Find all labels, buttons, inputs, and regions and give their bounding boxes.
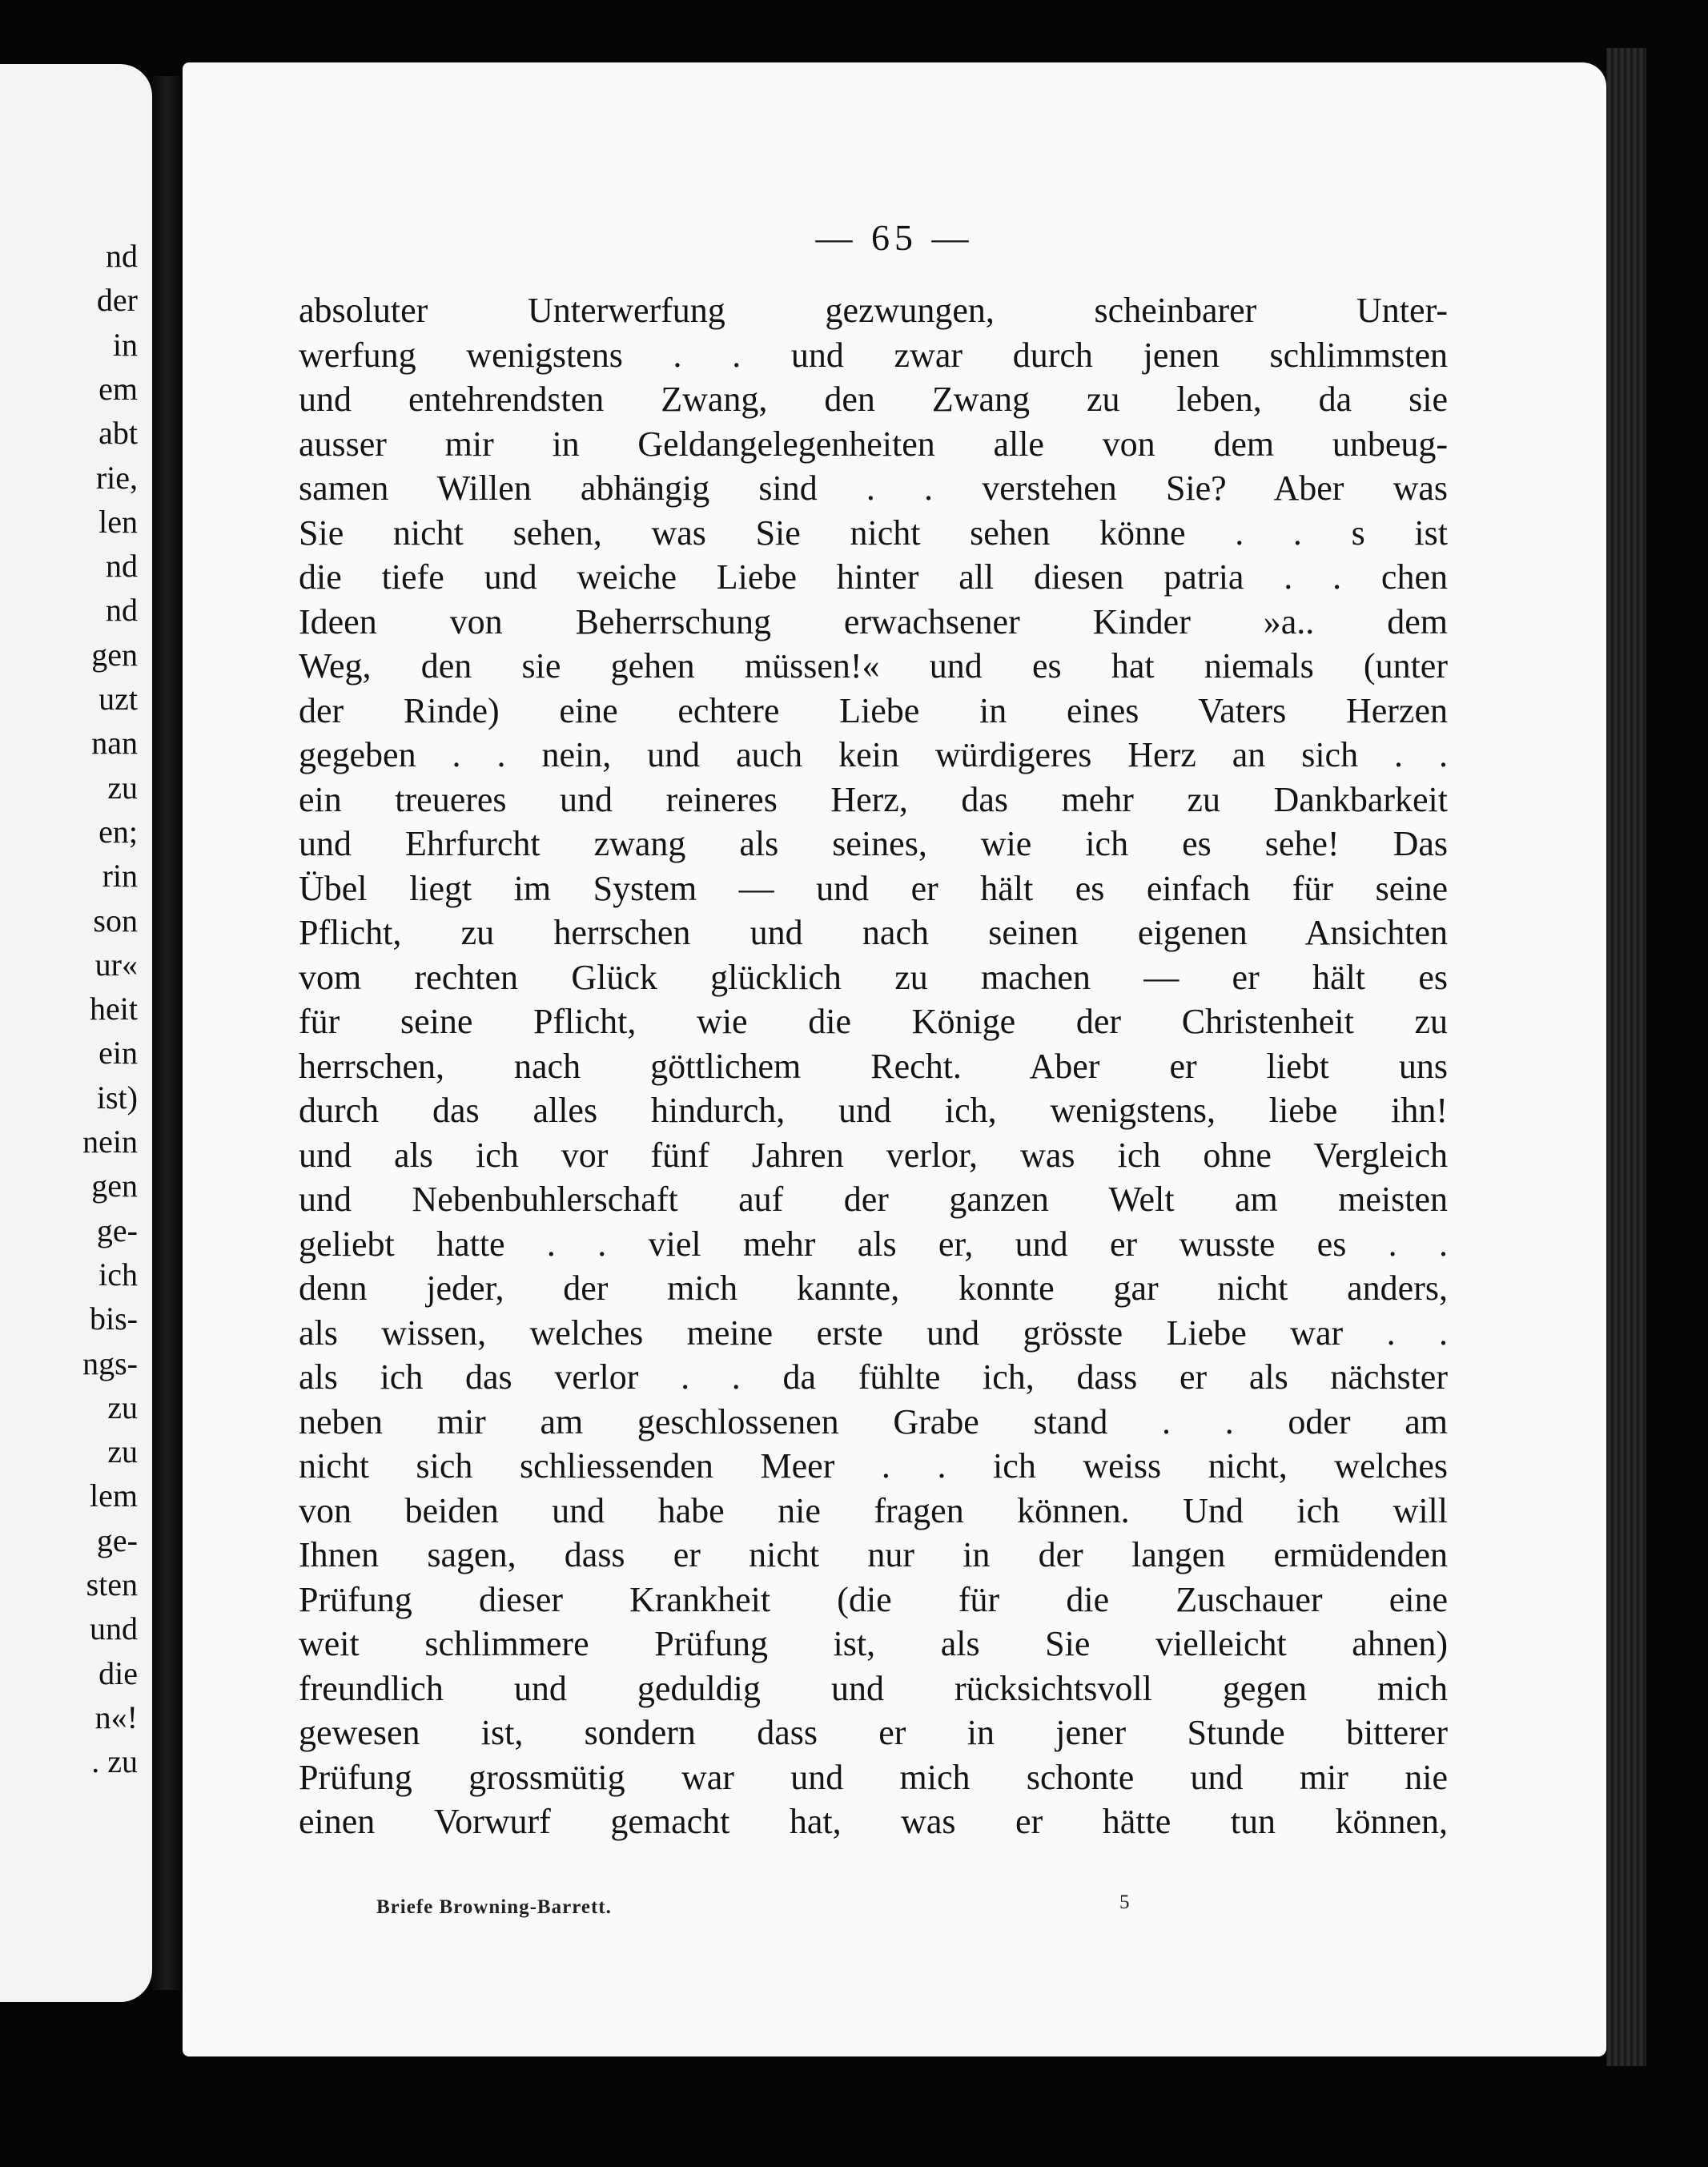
text-line: einen Vorwurf gemacht hat, was er hätte tun können, bbox=[299, 1802, 1448, 1841]
text-line: ausser mir in Geldangelegenheiten alle von dem unbeug- bbox=[299, 424, 1448, 464]
text-line: Weg, den sie gehen müssen!« und es hat niemals (unter bbox=[299, 646, 1448, 685]
book-spine-shadow bbox=[152, 76, 180, 1990]
text-line: vom rechten Glück glücklich zu machen — er hält es bbox=[299, 957, 1448, 997]
text-line: freundlich und geduldig und rücksichtsvoll gegen mich bbox=[299, 1668, 1448, 1708]
left-page-line-fragment: zu bbox=[107, 1433, 138, 1470]
footer-sheet-number: 5 bbox=[1119, 1892, 1130, 1913]
text-line: die tiefe und weiche Liebe hinter all diesen patria . . chen bbox=[299, 557, 1448, 597]
left-page-line-fragment: ge- bbox=[96, 1522, 138, 1558]
text-line: gegeben . . nein, und auch kein würdigeres Herz an sich . . bbox=[299, 735, 1448, 774]
left-facing-page bbox=[0, 64, 152, 2002]
left-page-line-fragment: sten bbox=[86, 1566, 138, 1602]
left-page-line-fragment: ngs- bbox=[82, 1345, 138, 1381]
page-number: — 65 — bbox=[815, 217, 974, 258]
left-page-line-fragment: ein bbox=[98, 1035, 138, 1071]
left-page-line-fragment: nd bbox=[106, 592, 138, 629]
text-line: und Nebenbuhlerschaft auf der ganzen Welt am meisten bbox=[299, 1180, 1448, 1219]
left-page-line-fragment: nd bbox=[106, 238, 138, 274]
left-page-line-fragment: ur« bbox=[94, 946, 138, 983]
left-page-line-fragment: lem bbox=[90, 1478, 138, 1514]
footer-signature: Briefe Browning-Barrett. bbox=[376, 1896, 612, 1918]
left-page-line-fragment: und bbox=[90, 1610, 138, 1647]
text-line: der Rinde) eine echtere Liebe in eines Vaters Herzen bbox=[299, 690, 1448, 730]
left-page-line-fragment: nan bbox=[91, 725, 138, 762]
left-page-line-fragment: son bbox=[93, 902, 138, 939]
text-line: Prüfung grossmütig war und mich schonte und mir nie bbox=[299, 1757, 1448, 1797]
left-page-line-fragment: ich bbox=[98, 1256, 138, 1293]
text-line: und Ehrfurcht zwang als seines, wie ich es sehe! Das bbox=[299, 824, 1448, 863]
left-page-line-fragment: die bbox=[98, 1654, 138, 1691]
text-line: Prüfung dieser Krankheit (die für die Zuschauer eine bbox=[299, 1579, 1448, 1619]
left-page-line-fragment: ist) bbox=[96, 1079, 138, 1116]
text-line: herrschen, nach göttlichem Recht. Aber er liebt uns bbox=[299, 1046, 1448, 1086]
left-page-line-fragment: zu bbox=[107, 769, 138, 806]
right-page bbox=[183, 62, 1606, 2056]
text-line: Sie nicht sehen, was Sie nicht sehen könne . . s ist bbox=[299, 513, 1448, 553]
text-line: Pflicht, zu herrschen und nach seinen eigenen Ansichten bbox=[299, 913, 1448, 952]
body-text bbox=[299, 288, 1448, 1844]
text-line: ein treueres und reineres Herz, das mehr zu Dankbarkeit bbox=[299, 779, 1448, 819]
left-page-line-fragment: abt bbox=[98, 415, 138, 452]
text-line: nicht sich schliessenden Meer . . ich weiss nicht, welches bbox=[299, 1446, 1448, 1486]
left-page-line-fragment: gen bbox=[91, 1168, 138, 1204]
text-line: samen Willen abhängig sind . . verstehen Sie? Aber was bbox=[299, 468, 1448, 508]
text-line: Ideen von Beherrschung erwachsener Kinder »a.. dem bbox=[299, 601, 1448, 641]
left-page-line-fragment: . zu bbox=[91, 1743, 138, 1780]
text-line: als ich das verlor . . da fühlte ich, dass er als nächster bbox=[299, 1357, 1448, 1397]
left-page-line-fragment: ge- bbox=[96, 1212, 138, 1248]
text-line: denn jeder, der mich kannte, konnte gar nicht anders, bbox=[299, 1268, 1448, 1308]
left-page-line-fragment: in bbox=[112, 326, 138, 363]
left-page-line-fragment: len bbox=[98, 503, 138, 540]
text-line: werfung wenigstens . . und zwar durch jenen schlimmsten bbox=[299, 335, 1448, 375]
left-page-line-fragment: em bbox=[98, 370, 138, 407]
page-stack-edges bbox=[1606, 48, 1646, 2066]
text-line: Übel liegt im System — und er hält es einfach für seine bbox=[299, 868, 1448, 908]
text-line: für seine Pflicht, wie die Könige der Christenheit zu bbox=[299, 1002, 1448, 1041]
left-page-line-fragment: nd bbox=[106, 548, 138, 585]
left-page-line-fragment: rin bbox=[102, 858, 138, 895]
text-line: neben mir am geschlossenen Grabe stand . . oder am bbox=[299, 1401, 1448, 1441]
text-line: und entehrendsten Zwang, den Zwang zu leben, da sie bbox=[299, 380, 1448, 419]
text-line: gewesen ist, sondern dass er in jener Stunde bitterer bbox=[299, 1713, 1448, 1752]
left-page-line-fragment: zu bbox=[107, 1389, 138, 1425]
left-page-line-fragment: bis- bbox=[90, 1301, 138, 1337]
left-page-line-fragment: en; bbox=[98, 813, 138, 850]
left-page-line-fragment: gen bbox=[91, 636, 138, 673]
left-page-line-fragment: nein bbox=[82, 1124, 138, 1160]
text-line: von beiden und habe nie fragen können. Und ich will bbox=[299, 1490, 1448, 1530]
left-page-line-fragment: heit bbox=[90, 991, 138, 1027]
text-line: geliebt hatte . . viel mehr als er, und er wusste es . . bbox=[299, 1224, 1448, 1264]
text-line: durch das alles hindurch, und ich, wenigstens, liebe ihn! bbox=[299, 1091, 1448, 1130]
left-page-line-fragment: n«! bbox=[94, 1699, 138, 1735]
left-page-line-fragment: rie, bbox=[95, 459, 138, 496]
text-line: weit schlimmere Prüfung ist, als Sie vielleicht ahnen) bbox=[299, 1624, 1448, 1663]
text-line: absoluter Unterwerfung gezwungen, scheinbarer Unter- bbox=[299, 291, 1448, 330]
left-page-line-fragment: der bbox=[96, 282, 138, 319]
text-line: und als ich vor fünf Jahren verlor, was ich ohne Vergleich bbox=[299, 1135, 1448, 1175]
text-line: Ihnen sagen, dass er nicht nur in der langen ermüdenden bbox=[299, 1535, 1448, 1574]
text-line: als wissen, welches meine erste und grösste Liebe war . . bbox=[299, 1313, 1448, 1353]
left-page-line-fragment: uzt bbox=[98, 681, 138, 717]
